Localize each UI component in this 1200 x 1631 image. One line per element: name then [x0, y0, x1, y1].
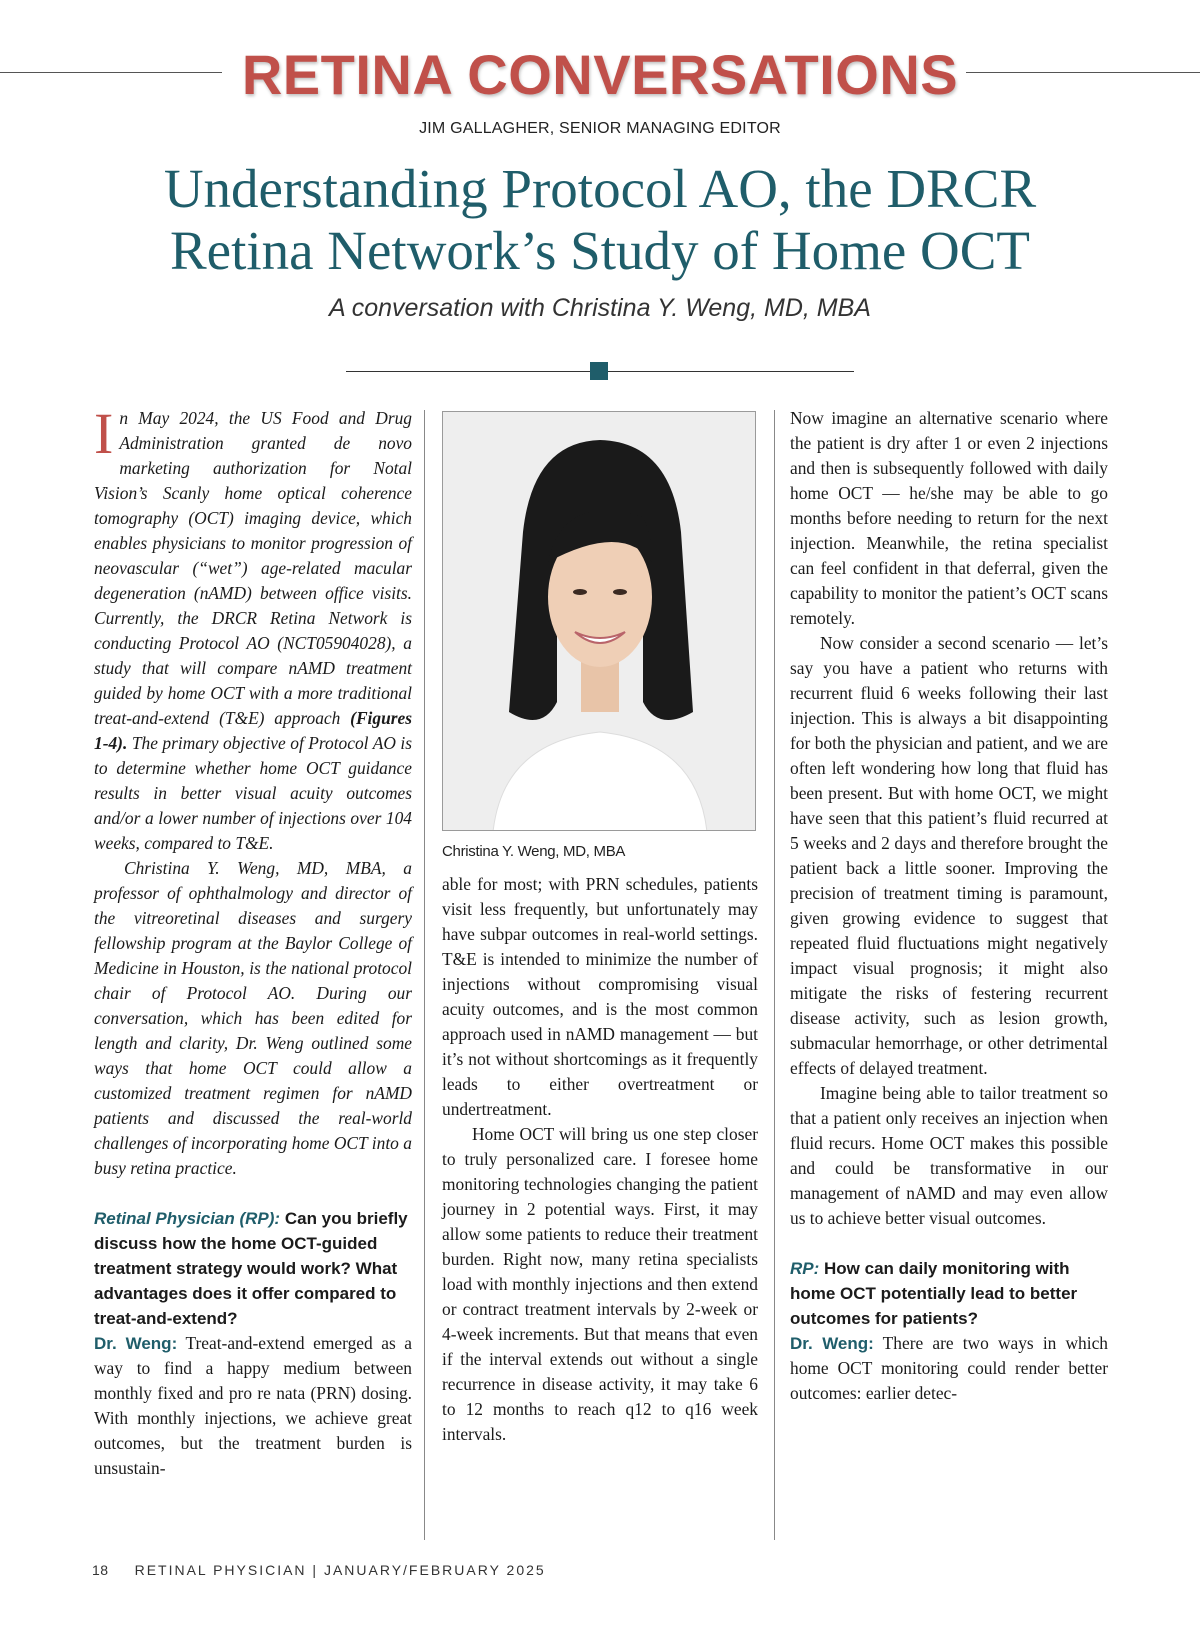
section-title: RETINA CONVERSATIONS	[241, 43, 959, 106]
column-divider-2	[774, 410, 775, 1540]
article-subtitle: A conversation with Christina Y. Weng, MD, MBA	[329, 294, 871, 322]
question-1-label: Retinal Physician (RP):	[94, 1209, 281, 1228]
article-title-line-1: Understanding Protocol AO, the DRCR	[163, 158, 1037, 219]
question-2-text: How can daily monitoring with home OCT potentially lead to better outcomes for patients?	[790, 1259, 1078, 1328]
col3-paragraph-2: Now consider a second scenario — let’s say you have a patient who returns with recurrent fluid 6 weeks following their last injection. This is always a bit disappointing for both the physician and patient, and we are often left wondering how long that fluid has been present. But with home OCT, we might have seen that this patient’s fluid recurred at 5 weeks and 2 days and therefore brought the patient back a little sooner. Improving the precision of treatment timing is paramount, given growing evidence to suggest that repeated fluid fluctuations might negatively impact visual prognosis; it might also mitigate the risks of festering recurrent disease activity, such as lesion growth, submacular hemorrhage, or other detrimental effects of delayed treatment.	[790, 633, 1108, 1078]
answer-1	[94, 1331, 412, 1481]
col2-paragraph-1: able for most; with PRN schedules, patients visit less frequently, but unfortunately may have subpar outcomes in real-world settings. T&E is intended to minimize the number of injections without compromising visual acuity outcomes, and is the most common approach used in nAMD management — but it’s not without shortcomings as it frequently leads to either overtreatment or undertreatment.	[442, 874, 758, 1119]
article-title	[60, 158, 1140, 282]
photo-caption: Christina Y. Weng, MD, MBA	[442, 843, 626, 860]
question-2	[790, 1256, 1108, 1331]
answer-1-text: Treat-and-extend emerged as a way to find a happy medium between monthly fixed and pro re nata (PRN) dosing. With monthly injections, we achieve great outcomes, but the treatment burden is unsustain-	[94, 1333, 412, 1478]
portrait-photo-icon	[443, 412, 756, 831]
drop-cap: I	[94, 401, 114, 466]
figures-reference: (Figures 1-4).	[94, 708, 412, 753]
column-1	[94, 401, 412, 1481]
ornament-rule-left	[346, 371, 590, 372]
answer-1-label: Dr. Weng:	[94, 1334, 178, 1353]
col3-paragraph-1: Now imagine an alternative scenario where the patient is dry after 1 or even 2 injections and then is subsequently followed with daily home OCT — he/she may be able to go months before needing to return for the next injection. Meanwhile, the retina specialist can feel confident in that deferral, given the capability to monitor the patient’s OCT scans remotely.	[790, 408, 1108, 628]
portrait-photo	[442, 411, 756, 831]
question-2-label: RP:	[790, 1259, 820, 1278]
answer-2-label: Dr. Weng:	[790, 1334, 874, 1353]
column-3	[790, 406, 1108, 1406]
column-divider-1	[424, 410, 425, 1540]
col3-paragraph-3: Imagine being able to tailor treatment so that a patient only receives an injection when fluid recurs. Home OCT makes this possible and could be transformative in our management of nAMD and may even allow us to achieve better visual outcomes.	[790, 1083, 1108, 1228]
col2-paragraph-2: Home OCT will bring us one step closer to truly personalized care. I foresee home monitoring technologies changing the patient journey in 2 potential ways. First, it may allow some patients to reduce their treatment burden. Right now, many retina specialists load with monthly injections and then extend or contract treatment intervals by 2-week or 4-week increments. But that means that even if the interval extends out without a single recurrence in disease activity, it may take 6 to 12 months to reach q12 to q16 week intervals.	[442, 1124, 758, 1444]
byline: JIM GALLAGHER, SENIOR MANAGING EDITOR	[419, 120, 781, 137]
answer-2-text: There are two ways in which home OCT monitoring could render better outcomes: earlier detec-	[790, 1333, 1108, 1403]
question-1	[94, 1206, 412, 1331]
intro-paragraph-1	[94, 401, 412, 856]
publication-info: RETINAL PHYSICIAN | JANUARY/FEBRUARY 2025	[134, 1562, 546, 1578]
intro-text-a: n May 2024, the US Food and Drug Administration granted de novo marketing authorization for Notal Vision’s Scanly home optical coherence tomography (OCT) imaging device, which enables physicians to monitor progression of neovascular (“wet”) age-related macular degeneration (nAMD) between office visits. Currently, the DRCR Retina Network is conducting Protocol AO (NCT05904028), a study that will compare nAMD treatment guided by home OCT with a more traditional treat-and-extend (T&E) approach	[94, 408, 412, 728]
ornament-square-icon	[590, 362, 608, 380]
answer-2	[790, 1331, 1108, 1406]
page-footer	[92, 1562, 546, 1578]
ornament-rule-right	[608, 371, 854, 372]
column-2	[442, 872, 758, 1447]
article-title-line-2: Retina Network’s Study of Home OCT	[169, 220, 1031, 281]
intro-text-b: The primary objective of Protocol AO is to determine whether home OCT guidance results in better visual acuity outcomes and/or a lower number of injections over 104 weeks, compared to T&E.	[94, 733, 412, 853]
question-1-text: Can you briefly discuss how the home OCT-guided treatment strategy would work? What advantages does it offer compared to treat-and-extend?	[94, 1209, 408, 1328]
intro-paragraph-2: Christina Y. Weng, MD, MBA, a professor of ophthalmology and director of the vitreoretinal diseases and surgery fellowship program at the Baylor College of Medicine in Houston, is the national protocol chair of Protocol AO. During our conversation, which has been edited for length and clarity, Dr. Weng outlined some ways that home OCT could allow a customized treatment regimen for nAMD patients and discussed the real-world challenges of incorporating home OCT into a busy retina practice.	[94, 858, 412, 1178]
page-number: 18	[92, 1562, 109, 1578]
